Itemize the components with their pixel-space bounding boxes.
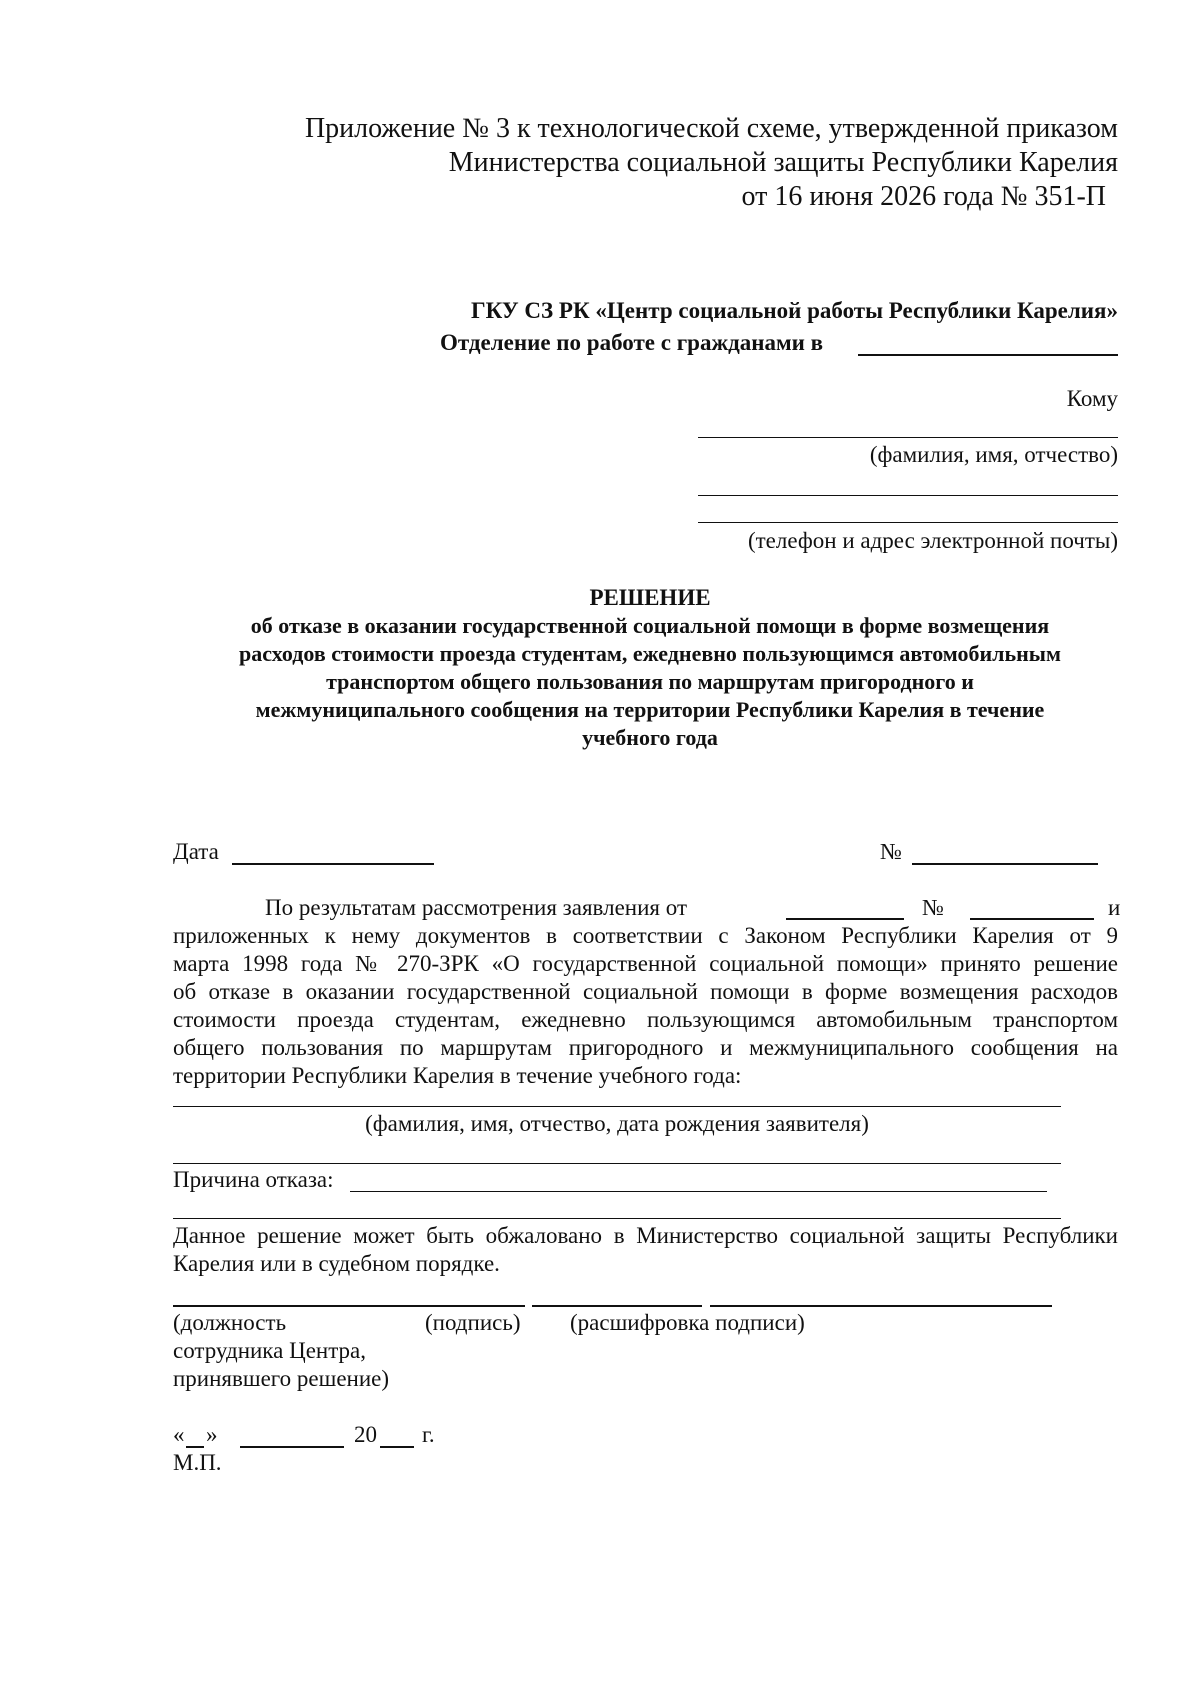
signature-decode-caption: (расшифровка подписи) — [570, 1310, 805, 1335]
appeal-line: Карелия или в судебном порядке. — [173, 1251, 500, 1276]
appendix-line-3 — [200, 180, 1118, 214]
appendix-line-1: Приложение № 3 к технологической схеме, утвержденной приказом — [304, 113, 1118, 144]
decision-subtitle-line: учебного года — [582, 725, 718, 750]
stamp-label: М.П. — [173, 1450, 222, 1475]
paragraph-no-label: № — [922, 895, 944, 920]
applicant-line-2[interactable] — [173, 1163, 1061, 1164]
paragraph-and: и — [1108, 895, 1121, 920]
application-number-line[interactable] — [970, 918, 1094, 920]
decision-subtitle-line: об отказе в оказании государственной социальной помощи в форме возмещения — [250, 613, 1050, 638]
number-field-line[interactable] — [912, 863, 1098, 865]
number-label: № — [880, 839, 902, 864]
footer-quote-open: « — [173, 1422, 185, 1447]
decision-subtitle-line: межмуниципального сообщения на территории Республики Карелия в течение — [255, 697, 1045, 722]
reason-label: Причина отказа: — [173, 1167, 334, 1192]
paragraph-start: По результатам рассмотрения заявления от — [265, 895, 687, 920]
signature-caption: (подпись) — [425, 1310, 521, 1335]
applicant-caption: (фамилия, имя, отчество, дата рождения заявителя) — [365, 1111, 869, 1136]
position-caption: принявшего решение) — [173, 1366, 390, 1391]
org-name: ГКУ СЗ РК «Центр социальной работы Республики Карелия» — [470, 298, 1118, 323]
footer-year-prefix: 20 — [354, 1422, 377, 1447]
decision-subtitle-line: расходов стоимости проезда студентам, ежедневно пользующимся автомобильным — [239, 641, 1061, 666]
position-caption: (должность — [173, 1310, 287, 1335]
position-caption: сотрудника Центра, — [173, 1338, 367, 1363]
recipient-contact-line-2[interactable] — [698, 522, 1118, 523]
paragraph-line: стоимости проезда студентам, ежедневно пользующимся автомобильным транспортом — [173, 1007, 1118, 1032]
appeal-line: Данное решение может быть обжаловано в Министерство социальной защиты Республики — [173, 1223, 1118, 1248]
application-date-line[interactable] — [786, 918, 904, 920]
paragraph-line: общего пользования по маршрутам пригородного и межмуниципального сообщения на — [173, 1035, 1118, 1060]
paragraph-line: территории Республики Карелия в течение учебного года: — [173, 1063, 742, 1088]
footer-day-line[interactable] — [186, 1446, 204, 1448]
date-field-line[interactable] — [232, 863, 434, 865]
reason-field-line-2[interactable] — [173, 1218, 1061, 1219]
paragraph-line: об отказе в оказании государственной социальной помощи в форме возмещения расходов — [173, 979, 1118, 1004]
recipient-contact-line-1[interactable] — [698, 495, 1118, 496]
recipient-fio-line[interactable] — [698, 437, 1118, 438]
appendix-line-2: Министерства социальной защиты Республики Карелия — [448, 147, 1118, 178]
paragraph-line: марта 1998 года № 270-ЗРК «О государственной социальной помощи» принято решение — [173, 951, 1118, 976]
appendix-line-3-text: от 16 июня 2026 года № 351-П — [741, 181, 1106, 212]
position-field-line[interactable] — [173, 1305, 525, 1307]
footer-year-suffix: г. — [422, 1422, 435, 1447]
signature-decode-field-line[interactable] — [710, 1305, 1052, 1307]
reason-field-line[interactable] — [350, 1191, 1047, 1192]
signature-field-line[interactable] — [532, 1305, 702, 1307]
footer-month-line[interactable] — [240, 1446, 344, 1448]
department-label: Отделение по работе с гражданами в — [440, 330, 824, 355]
recipient-contact-caption: (телефон и адрес электронной почты) — [747, 528, 1118, 553]
decision-title: РЕШЕНИЕ — [589, 585, 711, 610]
applicant-line[interactable] — [173, 1106, 1061, 1107]
date-label: Дата — [173, 839, 219, 864]
paragraph-line: приложенных к нему документов в соответствии с Законом Республики Карелия от 9 — [173, 923, 1118, 948]
department-field-line[interactable] — [858, 354, 1118, 356]
footer-quote-close: » — [206, 1422, 218, 1447]
footer-year-line[interactable] — [380, 1446, 414, 1448]
decision-subtitle-line: транспортом общего пользования по маршрутам пригородного и — [326, 669, 974, 694]
recipient-fio-caption: (фамилия, имя, отчество) — [869, 442, 1118, 467]
to-label: Кому — [1066, 386, 1118, 411]
